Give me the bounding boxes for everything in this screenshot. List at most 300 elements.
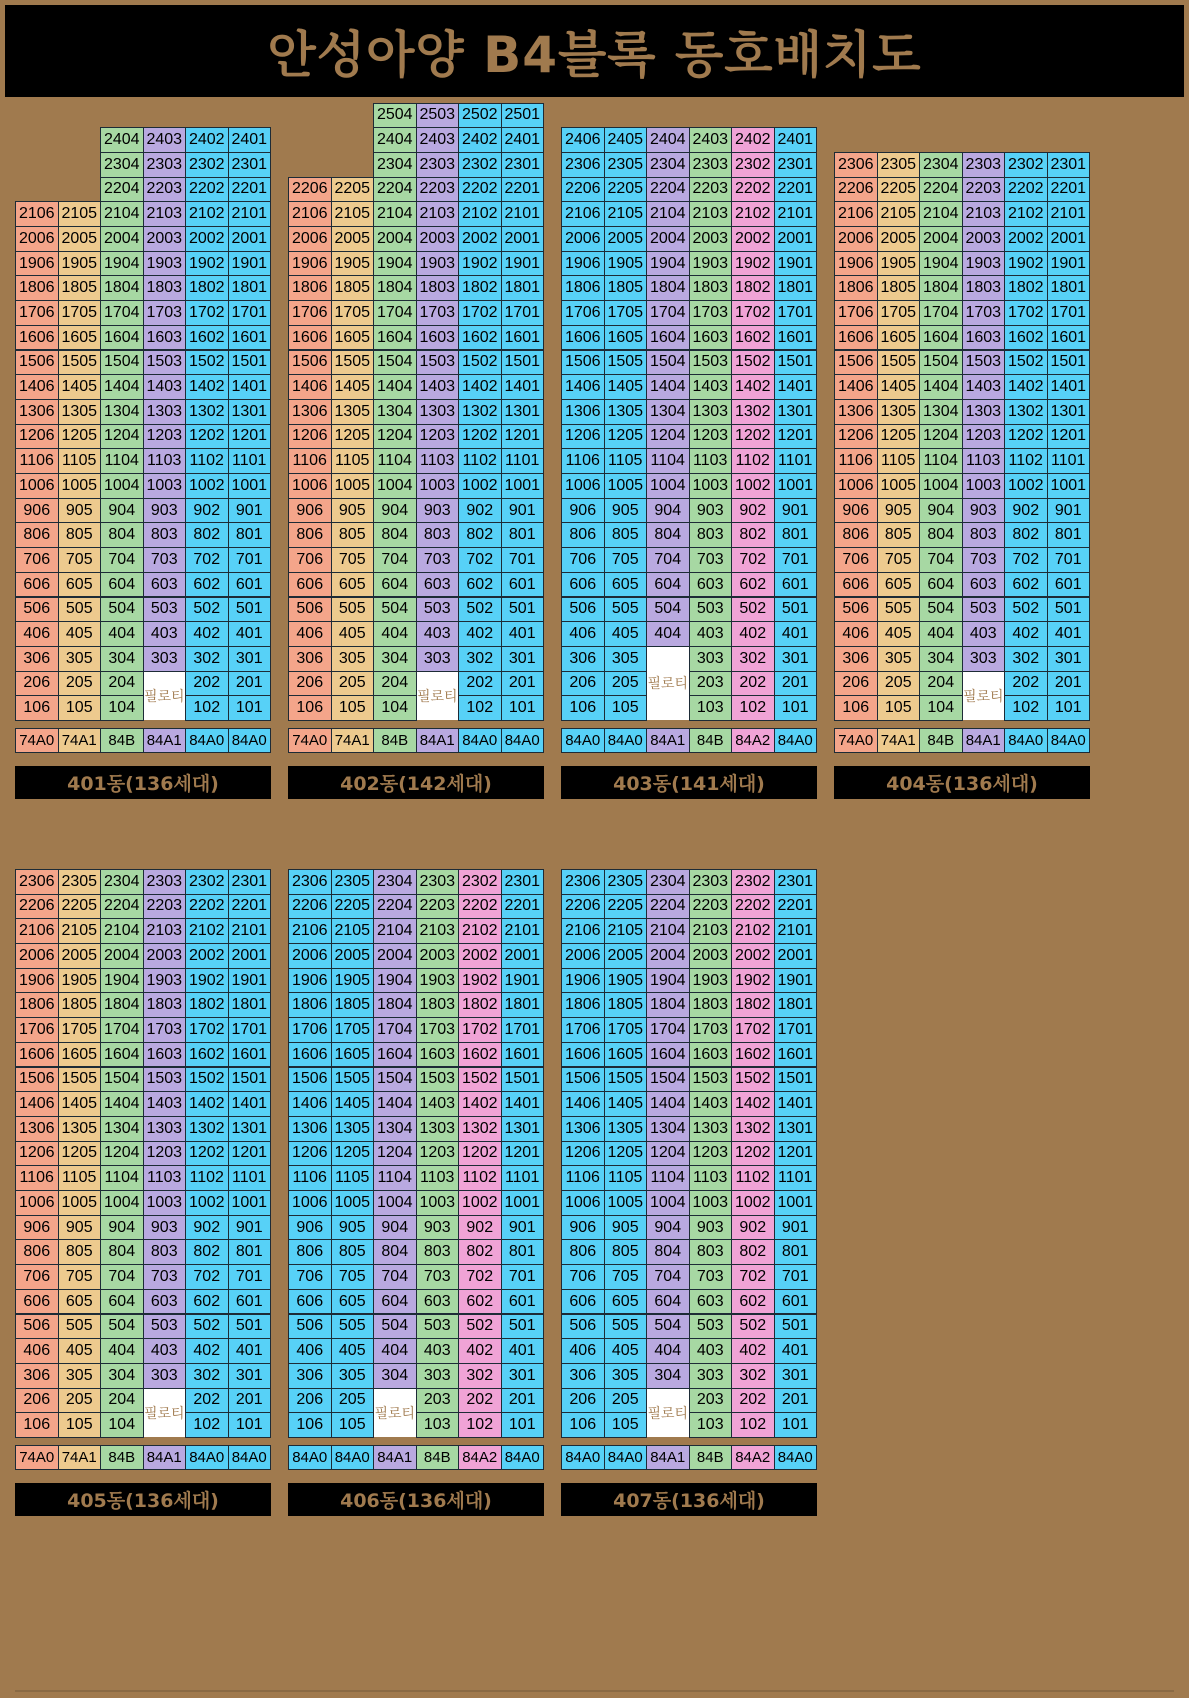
- unit-cell: 2105: [604, 201, 648, 227]
- unit-cell: 106: [834, 695, 878, 721]
- unit-cell: 1102: [731, 1165, 775, 1191]
- unit-cell: 2303: [416, 869, 460, 895]
- unit-cell: 1902: [731, 251, 775, 277]
- unit-cell: 1303: [143, 399, 187, 425]
- unit-cell: 801: [1047, 522, 1091, 548]
- unit-cell: 401: [774, 621, 818, 647]
- unit-cell: 1001: [228, 473, 272, 499]
- unit-cell: 1805: [604, 992, 648, 1018]
- unit-cell: 906: [561, 498, 605, 524]
- unit-cell: 1403: [962, 374, 1006, 400]
- unit-cell: 1203: [416, 424, 460, 450]
- unit-cell: 1402: [458, 1091, 502, 1117]
- unit-cell: 301: [774, 646, 818, 672]
- unit-cell: 402: [458, 1338, 502, 1364]
- unit-cell: 505: [877, 597, 921, 623]
- unit-cell: 2001: [501, 226, 545, 252]
- unit-cell: 2306: [561, 152, 605, 178]
- unit-cell: 101: [774, 1412, 818, 1438]
- unit-cell: 2204: [646, 894, 690, 920]
- unit-cell: 803: [416, 1239, 460, 1265]
- unit-cell: 301: [501, 1363, 545, 1389]
- unit-cell: 1103: [689, 1165, 733, 1191]
- unit-cell: 1701: [774, 300, 818, 326]
- unit-cell: 606: [561, 572, 605, 598]
- unit-cell: 1803: [416, 275, 460, 301]
- unit-cell: 1203: [689, 424, 733, 450]
- unit-cell: 1101: [1047, 448, 1091, 474]
- unit-cell: 1702: [458, 1017, 502, 1043]
- unit-cell: 2206: [288, 894, 332, 920]
- unit-cell: 604: [100, 1289, 144, 1315]
- unit-cell: 1501: [228, 350, 272, 376]
- piloti-block: 필로티: [417, 672, 459, 720]
- unit-cell: 1601: [228, 325, 272, 351]
- unit-cell: 702: [731, 1264, 775, 1290]
- unit-cell: 1901: [501, 251, 545, 277]
- unit-type-cell: 84A1: [646, 728, 690, 753]
- unit-cell: 2304: [100, 869, 144, 895]
- unit-cell: 2104: [646, 918, 690, 944]
- unit-cell: 2202: [185, 177, 229, 203]
- unit-cell: 1703: [416, 300, 460, 326]
- unit-type-cell: 74A0: [15, 728, 59, 753]
- unit-cell: 1405: [877, 374, 921, 400]
- unit-cell: 1605: [604, 1042, 648, 1068]
- unit-cell: 302: [1004, 646, 1048, 672]
- unit-cell: 603: [962, 572, 1006, 598]
- unit-cell: 902: [731, 1215, 775, 1241]
- unit-cell: 2206: [834, 177, 878, 203]
- unit-cell: 703: [143, 547, 187, 573]
- unit-cell: 802: [458, 1239, 502, 1265]
- unit-cell: 605: [58, 572, 102, 598]
- unit-cell: 1004: [373, 473, 417, 499]
- unit-cell: 304: [100, 646, 144, 672]
- unit-cell: 404: [373, 1338, 417, 1364]
- unit-cell: 1205: [877, 424, 921, 450]
- unit-cell: 501: [228, 1314, 272, 1340]
- unit-cell: 2103: [689, 918, 733, 944]
- unit-cell: 2104: [646, 201, 690, 227]
- unit-cell: 603: [689, 572, 733, 598]
- unit-cell: 2401: [228, 127, 272, 153]
- unit-cell: 2102: [731, 918, 775, 944]
- unit-cell: 405: [604, 621, 648, 647]
- unit-cell: 1505: [58, 1067, 102, 1093]
- unit-cell: 1202: [731, 424, 775, 450]
- unit-cell: 1801: [501, 992, 545, 1018]
- unit-cell: 502: [731, 1314, 775, 1340]
- unit-type-cell: 84A0: [185, 728, 229, 753]
- unit-cell: 1403: [416, 1091, 460, 1117]
- unit-cell: 1906: [561, 968, 605, 994]
- unit-cell: 301: [1047, 646, 1091, 672]
- unit-cell: 1506: [15, 350, 59, 376]
- unit-cell: 703: [416, 547, 460, 573]
- unit-cell: 1306: [288, 399, 332, 425]
- unit-cell: 1203: [143, 1141, 187, 1167]
- unit-cell: 1903: [962, 251, 1006, 277]
- unit-cell: 2404: [100, 127, 144, 153]
- unit-cell: 803: [143, 1239, 187, 1265]
- unit-cell: 2205: [331, 177, 375, 203]
- unit-cell: 102: [731, 695, 775, 721]
- unit-cell: 1605: [877, 325, 921, 351]
- unit-cell: 1903: [143, 968, 187, 994]
- unit-cell: 206: [15, 1388, 59, 1414]
- unit-cell: 403: [689, 1338, 733, 1364]
- unit-cell: 206: [15, 671, 59, 697]
- unit-cell: 1201: [501, 1141, 545, 1167]
- unit-cell: 1702: [185, 1017, 229, 1043]
- unit-cell: 1203: [416, 1141, 460, 1167]
- unit-cell: 705: [58, 1264, 102, 1290]
- unit-cell: 1601: [774, 1042, 818, 1068]
- unit-cell: 2105: [604, 918, 648, 944]
- unit-cell: 1704: [373, 1017, 417, 1043]
- unit-cell: 2403: [416, 127, 460, 153]
- unit-cell: 1005: [58, 473, 102, 499]
- unit-cell: 1706: [561, 300, 605, 326]
- unit-cell: 1101: [774, 448, 818, 474]
- unit-cell: 1004: [646, 473, 690, 499]
- unit-cell: 2206: [15, 894, 59, 920]
- unit-cell: 303: [689, 1363, 733, 1389]
- unit-cell: 806: [561, 1239, 605, 1265]
- unit-cell: 1503: [143, 350, 187, 376]
- unit-cell: 201: [774, 671, 818, 697]
- unit-cell: 1805: [331, 275, 375, 301]
- unit-cell: 306: [15, 1363, 59, 1389]
- unit-cell: 1706: [15, 1017, 59, 1043]
- unit-cell: 504: [100, 1314, 144, 1340]
- unit-cell: 403: [962, 621, 1006, 647]
- piloti-block: 필로티: [144, 1389, 186, 1437]
- unit-cell: 903: [143, 1215, 187, 1241]
- unit-cell: 2106: [288, 201, 332, 227]
- unit-cell: 1503: [962, 350, 1006, 376]
- unit-cell: 902: [1004, 498, 1048, 524]
- unit-cell: 605: [604, 572, 648, 598]
- unit-cell: 801: [501, 522, 545, 548]
- unit-cell: 604: [646, 1289, 690, 1315]
- unit-cell: 1906: [561, 251, 605, 277]
- unit-cell: 704: [919, 547, 963, 573]
- unit-cell: 1802: [458, 275, 502, 301]
- unit-cell: 2206: [561, 177, 605, 203]
- unit-cell: 1202: [458, 1141, 502, 1167]
- unit-cell: 902: [458, 498, 502, 524]
- unit-cell: 1705: [604, 1017, 648, 1043]
- unit-cell: 305: [331, 1363, 375, 1389]
- unit-cell: 203: [416, 1388, 460, 1414]
- unit-cell: 205: [58, 1388, 102, 1414]
- unit-cell: 1003: [962, 473, 1006, 499]
- unit-cell: 1901: [228, 968, 272, 994]
- unit-cell: 1301: [774, 1116, 818, 1142]
- unit-cell: 702: [1004, 547, 1048, 573]
- unit-cell: 2301: [501, 869, 545, 895]
- unit-cell: 606: [15, 572, 59, 598]
- unit-cell: 1201: [774, 424, 818, 450]
- unit-type-cell: 74A0: [834, 728, 878, 753]
- unit-cell: 903: [416, 498, 460, 524]
- unit-type-cell: 84A2: [731, 728, 775, 753]
- unit-cell: 1401: [501, 374, 545, 400]
- unit-cell: 2004: [919, 226, 963, 252]
- unit-type-cell: 84A0: [185, 1445, 229, 1470]
- unit-cell: 2205: [877, 177, 921, 203]
- unit-cell: 103: [416, 1412, 460, 1438]
- unit-cell: 1401: [501, 1091, 545, 1117]
- unit-cell: 404: [100, 1338, 144, 1364]
- unit-cell: 1006: [834, 473, 878, 499]
- unit-cell: 2106: [288, 918, 332, 944]
- unit-cell: 2103: [416, 918, 460, 944]
- unit-cell: 202: [458, 671, 502, 697]
- unit-cell: 1803: [962, 275, 1006, 301]
- unit-type-cell: 84A0: [561, 728, 605, 753]
- unit-cell: 1906: [834, 251, 878, 277]
- unit-cell: 601: [501, 1289, 545, 1315]
- unit-cell: 701: [228, 1264, 272, 1290]
- unit-cell: 1504: [646, 350, 690, 376]
- unit-cell: 1504: [919, 350, 963, 376]
- unit-type-cell: 84A1: [143, 1445, 187, 1470]
- unit-cell: 2002: [458, 943, 502, 969]
- unit-cell: 401: [228, 621, 272, 647]
- unit-cell: 406: [561, 1338, 605, 1364]
- unit-cell: 305: [58, 1363, 102, 1389]
- unit-cell: 2104: [100, 918, 144, 944]
- unit-cell: 1904: [100, 968, 144, 994]
- unit-cell: 1701: [1047, 300, 1091, 326]
- unit-cell: 601: [228, 572, 272, 598]
- unit-cell: 301: [501, 646, 545, 672]
- unit-cell: 1004: [100, 473, 144, 499]
- unit-cell: 2203: [689, 894, 733, 920]
- unit-cell: 1005: [58, 1190, 102, 1216]
- unit-cell: 1604: [373, 325, 417, 351]
- unit-cell: 1706: [288, 300, 332, 326]
- unit-cell: 502: [185, 597, 229, 623]
- unit-cell: 806: [834, 522, 878, 548]
- unit-cell: 402: [731, 1338, 775, 1364]
- unit-cell: 1506: [561, 1067, 605, 1093]
- unit-cell: 1105: [58, 448, 102, 474]
- unit-cell: 2205: [604, 894, 648, 920]
- unit-cell: 903: [143, 498, 187, 524]
- unit-type-cell: 84B: [919, 728, 963, 753]
- unit-cell: 101: [228, 1412, 272, 1438]
- unit-cell: 1204: [646, 424, 690, 450]
- unit-cell: 1006: [15, 1190, 59, 1216]
- unit-cell: 2105: [331, 918, 375, 944]
- unit-cell: 1802: [185, 275, 229, 301]
- unit-cell: 2403: [689, 127, 733, 153]
- unit-cell: 1805: [331, 992, 375, 1018]
- unit-cell: 2106: [834, 201, 878, 227]
- unit-cell: 504: [373, 597, 417, 623]
- unit-cell: 1801: [501, 275, 545, 301]
- unit-cell: 603: [143, 572, 187, 598]
- unit-cell: 1006: [15, 473, 59, 499]
- unit-cell: 403: [143, 621, 187, 647]
- unit-cell: 2102: [185, 201, 229, 227]
- unit-cell: 1503: [689, 350, 733, 376]
- unit-cell: 1304: [373, 1116, 417, 1142]
- unit-cell: 202: [1004, 671, 1048, 697]
- unit-cell: 1602: [458, 1042, 502, 1068]
- unit-cell: 703: [416, 1264, 460, 1290]
- unit-cell: 1301: [228, 1116, 272, 1142]
- unit-cell: 1301: [1047, 399, 1091, 425]
- unit-cell: 804: [100, 1239, 144, 1265]
- unit-cell: 1401: [228, 374, 272, 400]
- unit-cell: 604: [373, 1289, 417, 1315]
- unit-cell: 202: [185, 1388, 229, 1414]
- unit-cell: 1103: [416, 448, 460, 474]
- unit-cell: 701: [774, 547, 818, 573]
- unit-cell: 2105: [58, 201, 102, 227]
- unit-cell: 405: [331, 621, 375, 647]
- unit-cell: 2003: [143, 943, 187, 969]
- unit-cell: 706: [561, 1264, 605, 1290]
- unit-cell: 2203: [689, 177, 733, 203]
- unit-cell: 2002: [731, 226, 775, 252]
- unit-cell: 2102: [458, 201, 502, 227]
- unit-cell: 1501: [501, 350, 545, 376]
- unit-cell: 101: [501, 695, 545, 721]
- unit-cell: 1304: [919, 399, 963, 425]
- unit-cell: 905: [58, 1215, 102, 1241]
- unit-cell: 1702: [731, 1017, 775, 1043]
- unit-cell: 1606: [288, 1042, 332, 1068]
- unit-cell: 1404: [646, 374, 690, 400]
- unit-cell: 2201: [501, 177, 545, 203]
- unit-cell: 905: [604, 1215, 648, 1241]
- unit-cell: 1403: [143, 1091, 187, 1117]
- unit-cell: 1706: [561, 1017, 605, 1043]
- unit-cell: 1201: [774, 1141, 818, 1167]
- unit-cell: 206: [834, 671, 878, 697]
- unit-cell: 505: [58, 597, 102, 623]
- unit-cell: 1501: [774, 1067, 818, 1093]
- unit-cell: 1904: [373, 968, 417, 994]
- unit-cell: 905: [604, 498, 648, 524]
- unit-cell: 2006: [15, 226, 59, 252]
- unit-cell: 1402: [458, 374, 502, 400]
- unit-cell: 1701: [228, 300, 272, 326]
- unit-cell: 1505: [604, 350, 648, 376]
- unit-cell: 104: [373, 695, 417, 721]
- building-label: 401동(136세대): [15, 766, 271, 799]
- unit-cell: 1401: [228, 1091, 272, 1117]
- unit-cell: 501: [501, 597, 545, 623]
- unit-cell: 2106: [561, 201, 605, 227]
- unit-cell: 1501: [501, 1067, 545, 1093]
- unit-cell: 2103: [143, 918, 187, 944]
- unit-cell: 2301: [228, 869, 272, 895]
- unit-cell: 102: [458, 1412, 502, 1438]
- unit-cell: 1603: [962, 325, 1006, 351]
- unit-cell: 2404: [646, 127, 690, 153]
- unit-cell: 206: [561, 671, 605, 697]
- unit-cell: 805: [58, 1239, 102, 1265]
- unit-cell: 1702: [185, 300, 229, 326]
- unit-cell: 2204: [100, 177, 144, 203]
- unit-type-cell: 84B: [689, 1445, 733, 1470]
- unit-cell: 704: [373, 547, 417, 573]
- unit-cell: 606: [834, 572, 878, 598]
- unit-cell: 1805: [58, 992, 102, 1018]
- unit-cell: 602: [1004, 572, 1048, 598]
- unit-cell: 503: [689, 1314, 733, 1340]
- unit-cell: 905: [877, 498, 921, 524]
- unit-cell: 205: [604, 671, 648, 697]
- unit-cell: 401: [501, 621, 545, 647]
- unit-cell: 1101: [501, 1165, 545, 1191]
- unit-cell: 1306: [561, 1116, 605, 1142]
- unit-cell: 1105: [331, 1165, 375, 1191]
- unit-cell: 2205: [604, 177, 648, 203]
- unit-cell: 2102: [458, 918, 502, 944]
- unit-cell: 1001: [501, 1190, 545, 1216]
- unit-cell: 2103: [962, 201, 1006, 227]
- unit-cell: 2003: [416, 226, 460, 252]
- unit-cell: 303: [416, 646, 460, 672]
- unit-cell: 1305: [331, 399, 375, 425]
- unit-cell: 2302: [731, 869, 775, 895]
- unit-cell: 1003: [689, 473, 733, 499]
- piloti-block: 필로티: [963, 672, 1005, 720]
- unit-cell: 1106: [288, 448, 332, 474]
- unit-cell: 303: [416, 1363, 460, 1389]
- unit-cell: 304: [646, 1363, 690, 1389]
- unit-cell: 1502: [1004, 350, 1048, 376]
- unit-cell: 102: [458, 695, 502, 721]
- unit-cell: 802: [185, 522, 229, 548]
- unit-cell: 602: [185, 1289, 229, 1315]
- unit-cell: 1701: [228, 1017, 272, 1043]
- unit-cell: 702: [731, 547, 775, 573]
- unit-cell: 704: [373, 1264, 417, 1290]
- unit-cell: 1506: [288, 350, 332, 376]
- unit-cell: 1402: [185, 374, 229, 400]
- unit-cell: 102: [731, 1412, 775, 1438]
- unit-cell: 306: [561, 1363, 605, 1389]
- unit-cell: 704: [100, 547, 144, 573]
- unit-cell: 1705: [331, 300, 375, 326]
- unit-cell: 701: [1047, 547, 1091, 573]
- unit-cell: 1603: [143, 1042, 187, 1068]
- unit-cell: 1802: [731, 992, 775, 1018]
- unit-cell: 503: [416, 1314, 460, 1340]
- unit-cell: 2003: [143, 226, 187, 252]
- unit-cell: 2202: [458, 894, 502, 920]
- unit-type-cell: 74A1: [58, 1445, 102, 1470]
- unit-cell: 1403: [689, 1091, 733, 1117]
- unit-cell: 403: [143, 1338, 187, 1364]
- unit-cell: 1503: [143, 1067, 187, 1093]
- unit-cell: 606: [288, 572, 332, 598]
- unit-cell: 605: [58, 1289, 102, 1315]
- unit-cell: 2006: [561, 226, 605, 252]
- unit-cell: 1005: [604, 473, 648, 499]
- unit-cell: 1306: [834, 399, 878, 425]
- unit-cell: 403: [689, 621, 733, 647]
